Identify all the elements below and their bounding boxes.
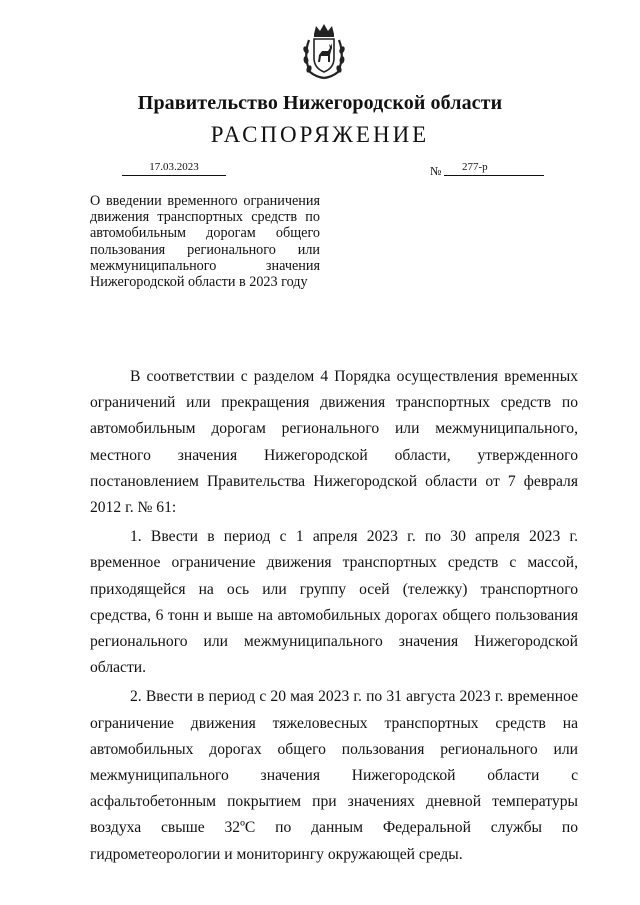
document-number: 277-р <box>462 161 488 173</box>
government-name: Правительство Нижегородской области <box>137 92 503 114</box>
coat-of-arms-emblem <box>300 20 348 80</box>
clause-1-paragraph: 1. Ввести в период с 1 апреля 2023 г. по 30 апреля 2023 г. временное ограничение движения транспортных средств с массой, приходящейся на ось или группу осей (тележку) транспортного средства, 6 тонн и выше на автомобильных дорогах общего пользования регионального или межмуниципального значения Нижегородской области. <box>90 528 578 677</box>
document-subject: О введении временного ограничения движения транспортных средств по автомобильным дорогам общего пользования регионального или межмуниципального значения Нижегородской области в 2023 году <box>90 193 320 291</box>
preamble-paragraph: В соответствии с разделом 4 Порядка осуществления временных ограничений или прекращения движения транспортных средств по автомобильным дорогам регионального или межмуниципального, местного значения Нижегородской области, утвержденного постановлением Правительства Нижегородской области от 7 февраля 2012 г. № 61: <box>90 368 578 517</box>
clause-2-paragraph: 2. Ввести в период с 20 мая 2023 г. по 31 августа 2023 г. временное ограничение движения тяжеловесных транспортных средств на автомобильных дорогах общего пользования регионального или межмуниципального значения Нижегородской области с асфальтобетонным покрытием при значениях дневной температуры воздуха свыше 32ºС по данным Федеральной службы по гидрометеорологии и мониторингу окружающей среды. <box>90 688 578 863</box>
document-date: 17.03.2023 <box>122 160 226 176</box>
number-sign: № <box>430 164 442 178</box>
document-type: РАСПОРЯЖЕНИЕ <box>210 122 430 147</box>
document-number-field <box>444 160 544 176</box>
document-body <box>90 364 578 871</box>
